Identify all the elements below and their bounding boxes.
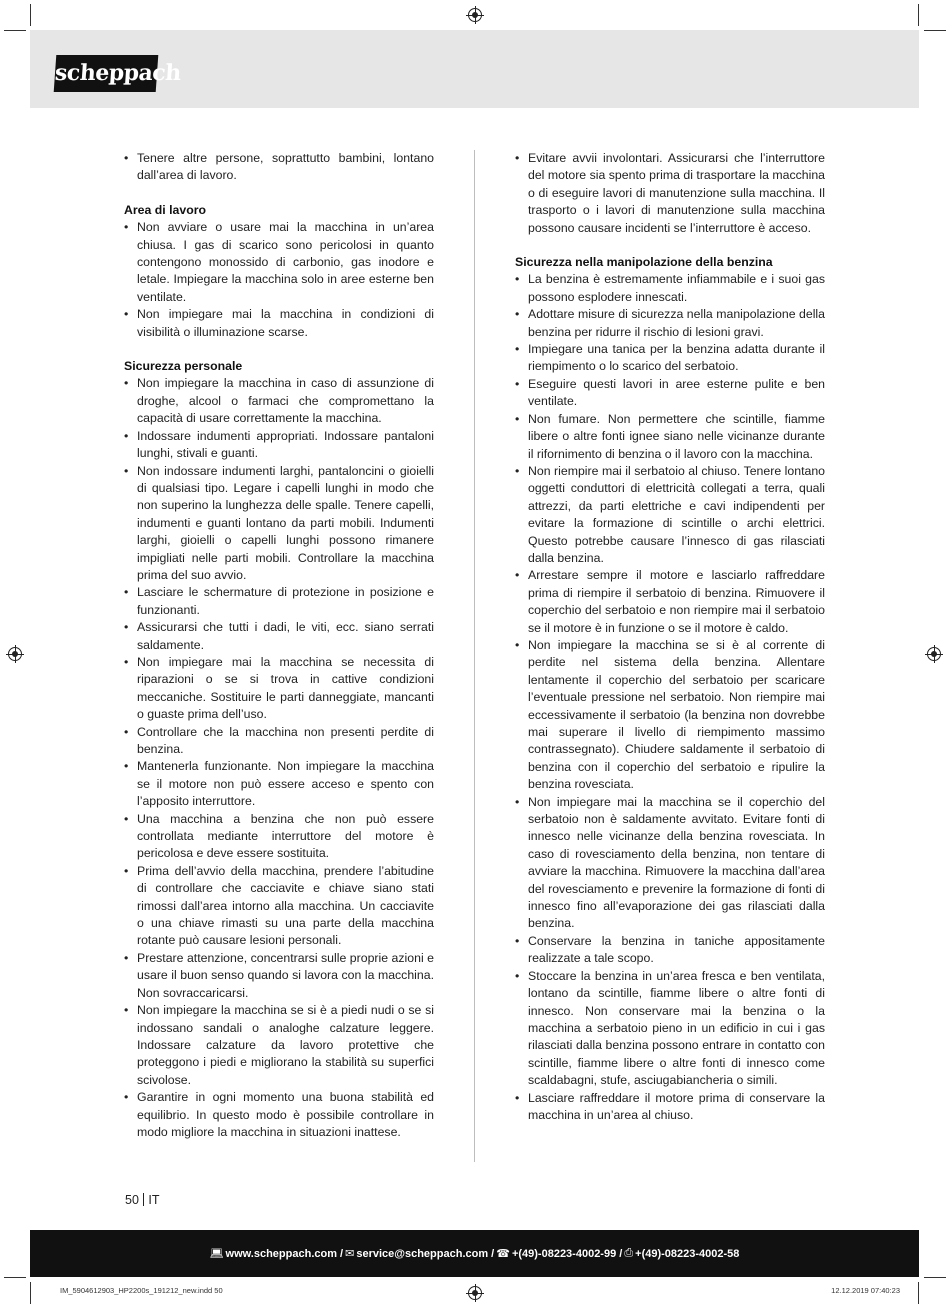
bullet-list: [124, 375, 434, 1141]
computer-icon: 💻︎: [209, 1248, 224, 1260]
crop-mark: [918, 1282, 919, 1304]
list-item: • Prima dell’avvio della macchina, prendere l’abitudine di controllare che cacciavite e chiave siano stati rimossi dall’area intorno alla macchina. Un cacciavite o una chiave rimasti su una parte della macchina rotante può causare lesioni personali.: [124, 863, 434, 950]
crop-mark: [30, 1282, 31, 1304]
fax-icon: ⎙: [624, 1247, 634, 1259]
crop-mark: [4, 30, 26, 31]
right-sections: [515, 254, 825, 1124]
crop-mark: [924, 30, 946, 31]
section-heading: Sicurezza nella manipolazione della benzina: [515, 255, 773, 270]
page-number-divider: [143, 1193, 145, 1206]
list-item: • Lasciare le schermature di protezione in posizione e funzionanti.: [124, 584, 434, 619]
crop-mark: [30, 4, 31, 26]
list-item: • Adottare misure di sicurezza nella manipolazione della benzina per ridurre il rischio di lesioni gravi.: [515, 306, 825, 341]
registration-mark-icon: [927, 647, 941, 661]
list-item: • Impiegare una tanica per la benzina adatta durante il riempimento o lo scarico del serbatoio.: [515, 341, 825, 376]
list-item: • Non impiegare mai la macchina se il coperchio del serbatoio non è saldamente avvitato. Evitare fonti di innesco nelle vicinanze della benzina rovesciata. In caso di rovesciamento della benzina, non tentare di avviare la macchina. Rimuovere la macchina dall’area del rovesciamento e prevenire la formazione di fonti di innesco fino all’evaporazione dei gas rilasciati dalla benzina.: [515, 794, 825, 933]
list-item: • Non fumare. Non permettere che scintille, fiamme libere o altre fonti ignee siano nelle vicinanze durante il rifornimento di benzina o il lavoro con la macchina.: [515, 411, 825, 463]
intro-list: [124, 150, 434, 185]
list-item: • Controllare che la macchina non presenti perdite di benzina.: [124, 724, 434, 759]
print-slug-date: 12.12.2019 07:40:23: [831, 1286, 900, 1295]
bullet-list: [124, 219, 434, 341]
list-item: • Eseguire questi lavori in aree esterne pulite e ben ventilate.: [515, 376, 825, 411]
list-item: • Non impiegare mai la macchina in condizioni di visibilità o illuminazione scarse.: [124, 306, 434, 341]
list-item: • Arrestare sempre il motore e lasciarlo raffreddare prima di riempire il serbatoio di benzina. Rimuovere il coperchio del serbatoio e non riempire mai il serbatoio se il motore è in funzione o se il motore è caldo.: [515, 567, 825, 637]
list-item: • La benzina è estremamente infiammabile e i suoi gas possono esplodere innescati.: [515, 271, 825, 306]
column-divider: [474, 150, 475, 1162]
page-number: [125, 1193, 160, 1207]
list-item: • Una macchina a benzina che non può essere controllata mediante interruttore del motore è pericolosa e deve essere sostituita.: [124, 811, 434, 863]
list-item: • Non impiegare la macchina in caso di assunzione di droghe, alcool o farmaci che compromettano la capacità di usare correttamente la macchina.: [124, 375, 434, 427]
phone-icon: ☎︎: [496, 1248, 510, 1260]
list-item: • Prestare attenzione, concentrarsi sulle proprie azioni e usare il buon senso quando si lavora con la macchina. Non sovraccaricarsi.: [124, 950, 434, 1002]
list-item: • Non avviare o usare mai la macchina in un’area chiusa. I gas di scarico sono pericolosi in quanto contengono monossido di carbonio, gas inodore e letale. Impiegare la macchina solo in aree esterne ben ventilate.: [124, 219, 434, 306]
footer-website[interactable]: www.scheppach.com /: [225, 1247, 344, 1260]
right-column: [515, 150, 825, 1124]
list-item: • Garantire in ogni momento una buona stabilità ed equilibrio. In questo modo è possibile controllare in modo migliore la macchina in situazioni inattese.: [124, 1089, 434, 1141]
bullet-list: [515, 271, 825, 1124]
list-item: • Tenere altre persone, soprattutto bambini, lontano dall’area di lavoro.: [124, 150, 434, 185]
page-number-value: 50: [125, 1193, 139, 1207]
email-icon: ✉︎: [345, 1248, 355, 1260]
brand-logo: scheppach: [54, 55, 159, 92]
list-item: • Assicurarsi che tutti i dadi, le viti, ecc. siano serrati saldamente.: [124, 619, 434, 654]
list-item: • Non riempire mai il serbatoio al chiuso. Tenere lontano oggetti conduttori di elettricità collegati a terra, quali attrezzi, da parti elettriche e cavi indipendenti per evitare la formazione di scintille o archi elettrici. Questo potrebbe causare l’innesco di gas rilasciati dalla benzina.: [515, 463, 825, 567]
list-item: • Non impiegare la macchina se si è al corrente di perdite nel sistema della benzina. Allentare lentamente il coperchio del serbatoio per scaricare l’eventuale pressione nel serbatoio. Non riempire mai eccessivamente il serbatoio (la benzina non dovrebbe mai superare il livello di riempimento massimo contrassegnato). Chiudere saldamente il serbatoio di benzina con il coperchio del serbatoio e ripulire la benzina rovesciata.: [515, 637, 825, 794]
list-item: • Non impiegare la macchina se si è a piedi nudi o se si indossano sandali o analoghe calzature leggere. Indossare calzature da lavoro protettive che proteggono i piedi e migliorano la stabilità su superfici scivolose.: [124, 1002, 434, 1089]
intro-list: [515, 150, 825, 237]
footer-fax: +(49)-08223-4002-58: [635, 1247, 740, 1260]
page-language: IT: [148, 1193, 160, 1207]
footer-bar: [30, 1230, 919, 1277]
section-heading: Area di lavoro: [124, 202, 207, 217]
footer-phone: +(49)-08223-4002-99 /: [511, 1247, 623, 1260]
list-item: • Conservare la benzina in taniche appositamente realizzate a tale scopo.: [515, 933, 825, 968]
registration-mark-icon: [468, 1286, 482, 1300]
crop-mark: [4, 1277, 26, 1278]
crop-mark: [924, 1277, 946, 1278]
print-slug-file: IM_5904612903_HP2200s_191212_new.indd 50: [60, 1286, 223, 1295]
list-item: • Lasciare raffreddare il motore prima di conservare la macchina in un’area al chiuso.: [515, 1090, 825, 1125]
crop-mark: [918, 4, 919, 26]
list-item: • Indossare indumenti appropriati. Indossare pantaloni lunghi, stivali e guanti.: [124, 428, 434, 463]
left-sections: [124, 202, 434, 1142]
footer-email[interactable]: service@scheppach.com /: [356, 1247, 495, 1260]
list-item: • Evitare avvii involontari. Assicurarsi che l’interruttore del motore sia spento prima di trasportare la macchina o di eseguire lavori di manutenzione sulla macchina. Il trasporto o i lavori di manutenzione sulla macchina possono causare incidenti se l’interruttore è acceso.: [515, 150, 825, 237]
registration-mark-icon: [8, 647, 22, 661]
list-item: • Non indossare indumenti larghi, pantaloncini o gioielli di qualsiasi tipo. Legare i capelli lunghi in modo che non superino la lunghezza delle spalle. Tenere capelli, indumenti e guanti lontano da parti mobili. Indumenti larghi, gioielli o capelli lunghi possono rimanere impigliati nelle parti mobili. Controllare la macchina prima del suo avvio.: [124, 463, 434, 585]
list-item: • Non impiegare mai la macchina se necessita di riparazioni o se si trova in cattive condizioni meccaniche. Sostituire le parti danneggiate, mancanti o guaste prima dell’uso.: [124, 654, 434, 724]
list-item: • Stoccare la benzina in un’area fresca e ben ventilata, lontano da scintille, fiamme libere o altre fonti di innesco. Non conservare mai la benzina o la macchina a serbatoio pieno in un edificio in cui i gas rilasciati dalla benzina possono entrare in contatto con scintille, fiamme libere o altre fonti di innesco come scaldabagni, stufe, asciugabiancheria o simili.: [515, 968, 825, 1090]
section-heading: Sicurezza personale: [124, 359, 243, 374]
registration-mark-icon: [468, 8, 482, 22]
left-column: [124, 150, 434, 1141]
list-item: • Mantenerla funzionante. Non impiegare la macchina se il motore non può essere acceso e spento con l’apposito interruttore.: [124, 758, 434, 810]
